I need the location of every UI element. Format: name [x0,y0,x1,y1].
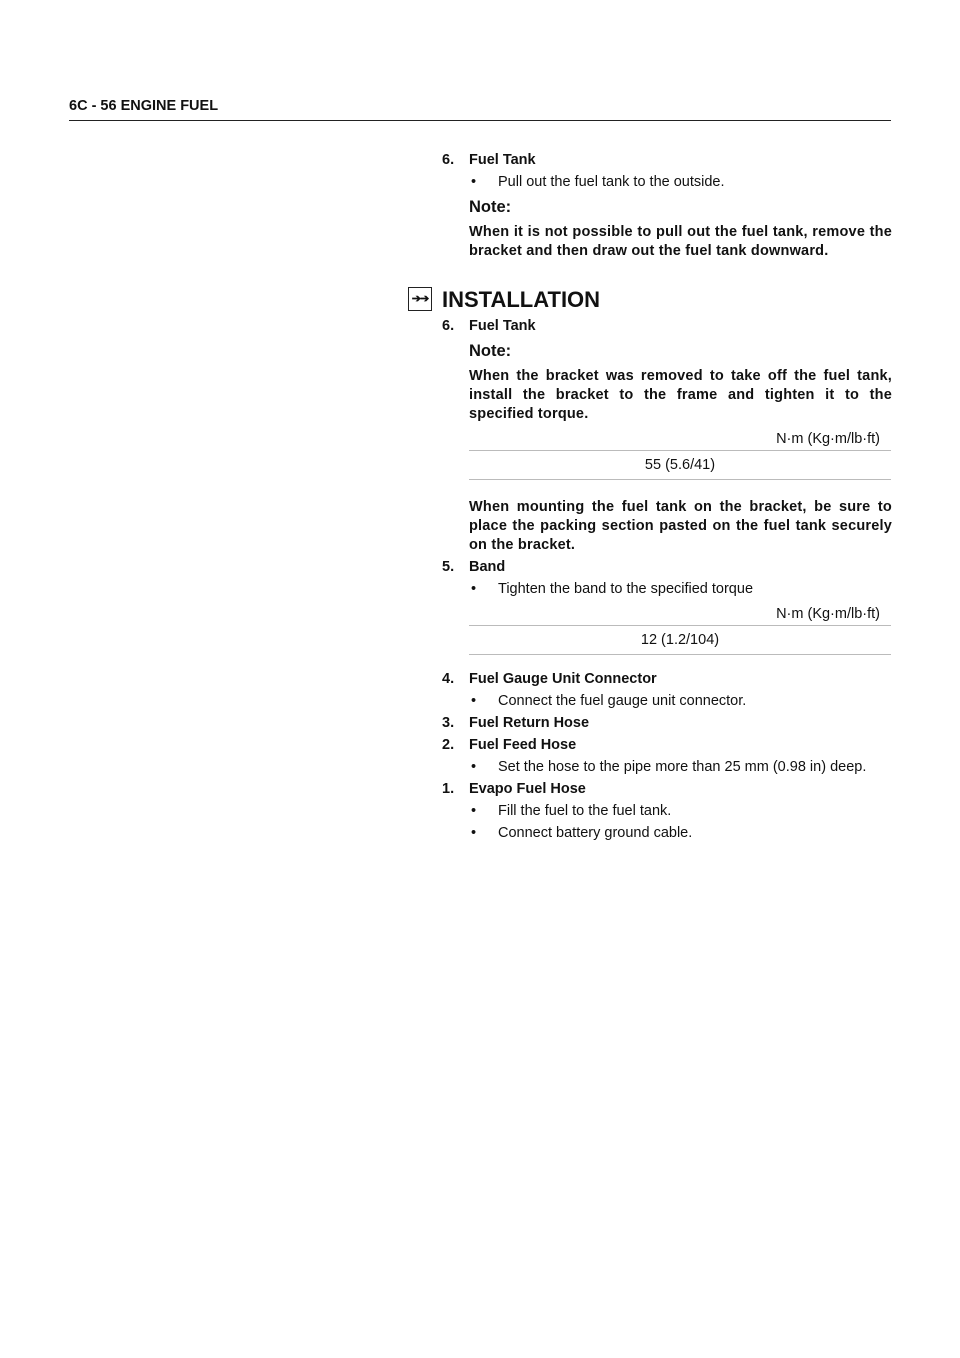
step-title: Fuel Tank [469,152,536,168]
step-number: 2. [442,737,455,753]
bullet-item [469,692,892,711]
step-title: Band [469,559,506,575]
bullet-item [469,824,892,843]
bullet-text: Fill the fuel to the fuel tank. [498,803,672,819]
note-body: When mounting the fuel tank on the bracket, be sure to place the packing section pasted on the fuel tank securely on the bracket. [469,499,892,553]
step-title: Fuel Gauge Unit Connector [469,671,657,687]
step-title: Fuel Return Hose [469,715,590,731]
bullet-text: Connect battery ground cable. [498,825,693,841]
note-heading: Note: [469,198,512,216]
step-number: 6. [442,318,455,334]
bullet-dot: • [471,803,477,819]
step-number: 1. [442,781,455,797]
bullet-dot: • [471,693,477,709]
bullet-dot: • [471,825,477,841]
bullet-dot: • [471,174,477,190]
bullet-item [469,802,892,821]
arrows-inward-icon: ➔➔ [408,287,432,311]
torque-unit: N·m (Kg·m/lb·ft) [469,428,891,451]
content-column [411,148,892,843]
bullet-item [469,580,892,599]
note-body: When it is not possible to pull out the fuel tank, remove the bracket and then draw out the fuel tank downward. [469,224,892,259]
install-step-6 [442,317,892,336]
step-number: 5. [442,559,455,575]
install-step-4 [442,670,892,689]
header-rule [69,120,891,121]
note-body: When the bracket was removed to take off the fuel tank, install the bracket to the frame and tighten it to the specified torque. [469,368,892,422]
step-title: Evapo Fuel Hose [469,781,586,797]
torque-table [469,603,891,655]
step-number: 6. [442,152,455,168]
note-heading: Note: [469,342,512,360]
install-step-2 [442,736,892,755]
removal-step-6 [442,151,892,170]
torque-table [469,428,891,480]
step-title: Fuel Feed Hose [469,737,577,753]
torque-value: 12 (1.2/104) [469,626,891,655]
bullet-text: Set the hose to the pipe more than 25 mm (0.98 in) deep. [498,759,867,775]
install-step-3 [442,714,892,733]
spacer [442,480,892,492]
step-number: 3. [442,715,455,731]
bullet-dot: • [471,759,477,775]
section-title: INSTALLATION [442,286,601,312]
installation-section-header [408,287,892,311]
page-header: 6C - 56 ENGINE FUEL [69,98,219,114]
bullet-text: Pull out the fuel tank to the outside. [498,174,725,190]
bullet-dot: • [471,581,477,597]
spacer [442,655,892,667]
install-step-5 [442,558,892,577]
bullet-text: Connect the fuel gauge unit connector. [498,693,747,709]
bullet-item [469,758,892,777]
step-title: Fuel Tank [469,318,536,334]
bullet-item [469,173,892,192]
step-number: 4. [442,671,455,687]
torque-unit: N·m (Kg·m/lb·ft) [469,603,891,626]
install-step-1 [442,780,892,799]
bullet-text: Tighten the band to the specified torque [498,581,754,597]
torque-value: 55 (5.6/41) [469,451,891,480]
